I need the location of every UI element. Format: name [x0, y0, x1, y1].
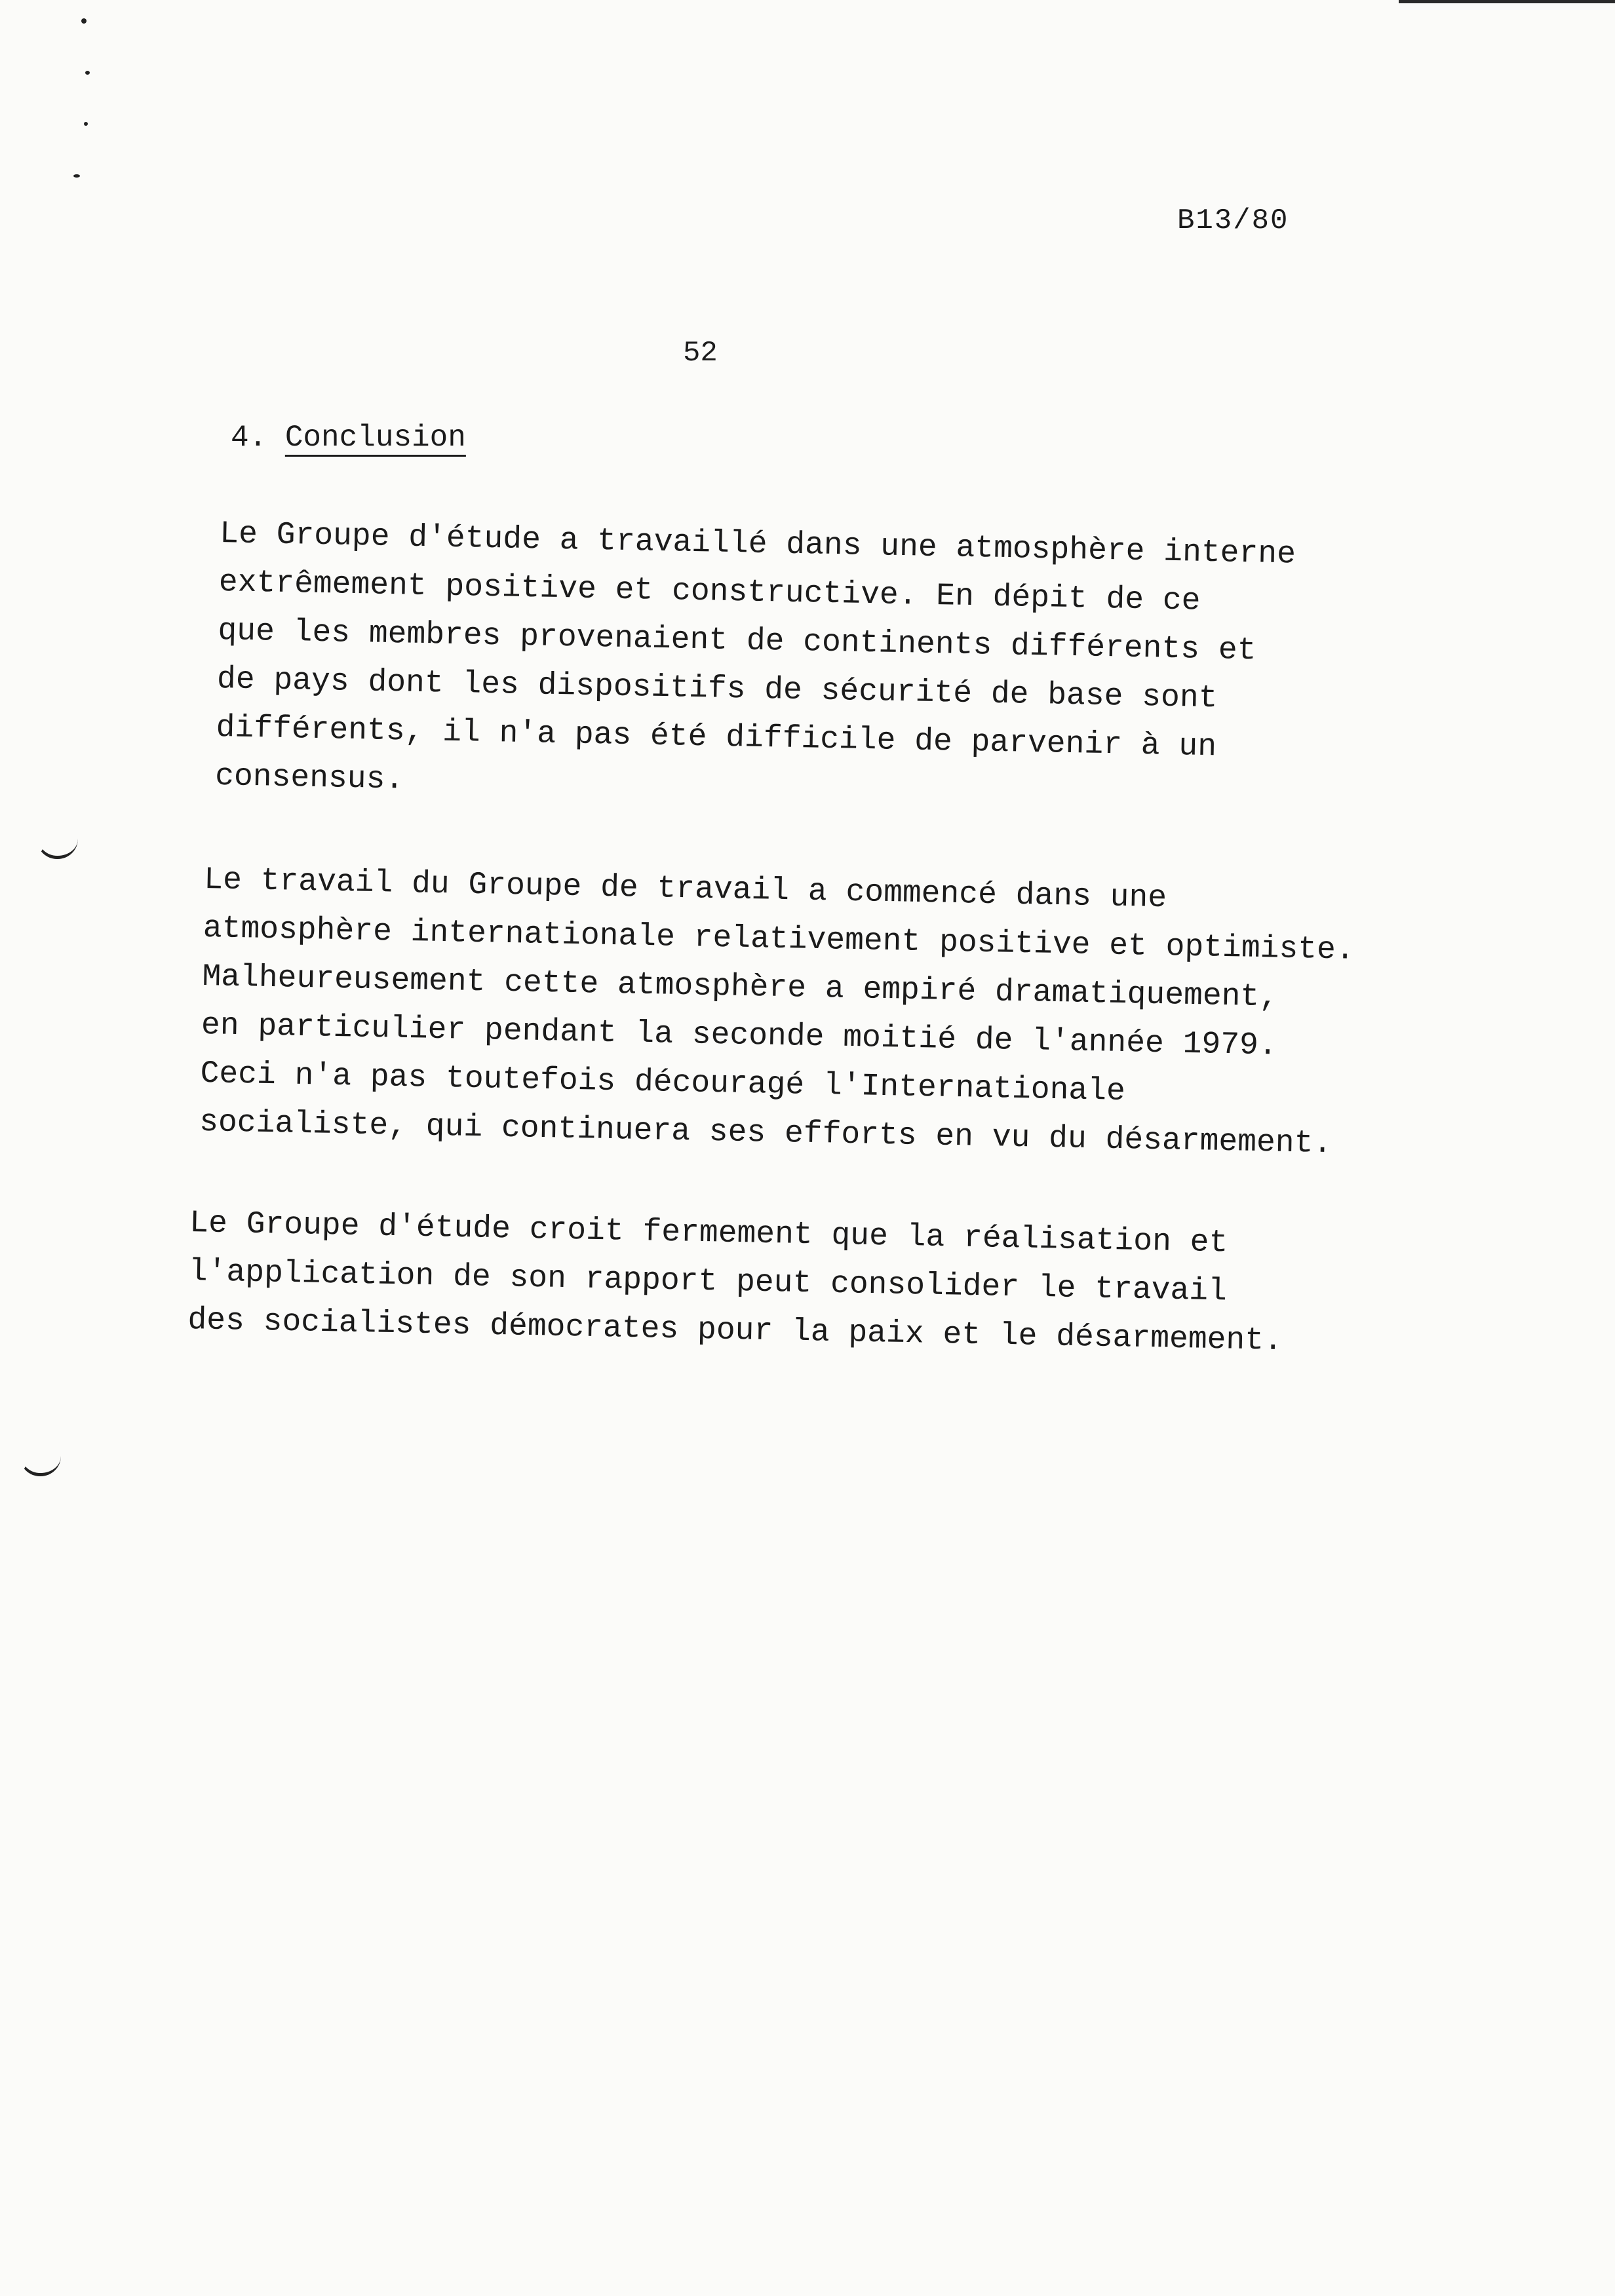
- section-title: Conclusion: [284, 421, 466, 455]
- scan-speck: [85, 71, 90, 75]
- paragraph-line: Malheureusement cette atmosphère a empiré dramatiquement,: [201, 959, 1279, 1016]
- document-reference: B13/80: [1177, 204, 1289, 237]
- scan-speck: [81, 18, 87, 24]
- paragraph-line: Le travail du Groupe de travail a commencé dans une: [203, 862, 1167, 917]
- scan-speck: [84, 122, 88, 126]
- paragraph-line: socialiste, qui continuera ses efforts en vu du désarmement.: [199, 1104, 1333, 1162]
- paragraph-line: en particulier pendant la seconde moitié de l'année 1979.: [201, 1007, 1278, 1064]
- scan-speck: [73, 174, 80, 178]
- paragraph-1: [214, 510, 1296, 821]
- paragraph-3: [187, 1199, 1285, 1366]
- scan-edge-line: [1399, 0, 1615, 3]
- paragraph-line: Ceci n'a pas toutefois découragé l'Internationale: [200, 1056, 1126, 1110]
- page-number: 52: [683, 337, 718, 370]
- paragraph-line: extrêmement positive et constructive. En dépit de ce: [218, 564, 1201, 619]
- paragraph-line: atmosphère internationale relativement positive et optimiste.: [203, 910, 1355, 968]
- punch-hole-mark: [37, 839, 78, 859]
- paragraph-2: [199, 856, 1355, 1169]
- paragraph-line: Le Groupe d'étude a travaillé dans une atmosphère interne: [219, 516, 1296, 573]
- paragraph-line: que les membres provenaient de continents différents et: [217, 613, 1256, 669]
- paragraph-line: consensus.: [214, 758, 404, 798]
- paragraph-line: des socialistes démocrates pour la paix et le désarmement.: [187, 1302, 1283, 1360]
- punch-hole-mark: [20, 1456, 61, 1476]
- paragraph-line: de pays dont les dispositifs de sécurité de base sont: [216, 661, 1218, 717]
- paragraph-line: l'application de son rapport peut consolider le travail: [188, 1253, 1228, 1310]
- section-number: 4.: [231, 421, 267, 455]
- section-heading: [231, 421, 466, 455]
- paragraph-line: Le Groupe d'étude croit fermement que la réalisation et: [189, 1205, 1228, 1261]
- paragraph-line: différents, il n'a pas été difficile de parvenir à un: [216, 710, 1217, 765]
